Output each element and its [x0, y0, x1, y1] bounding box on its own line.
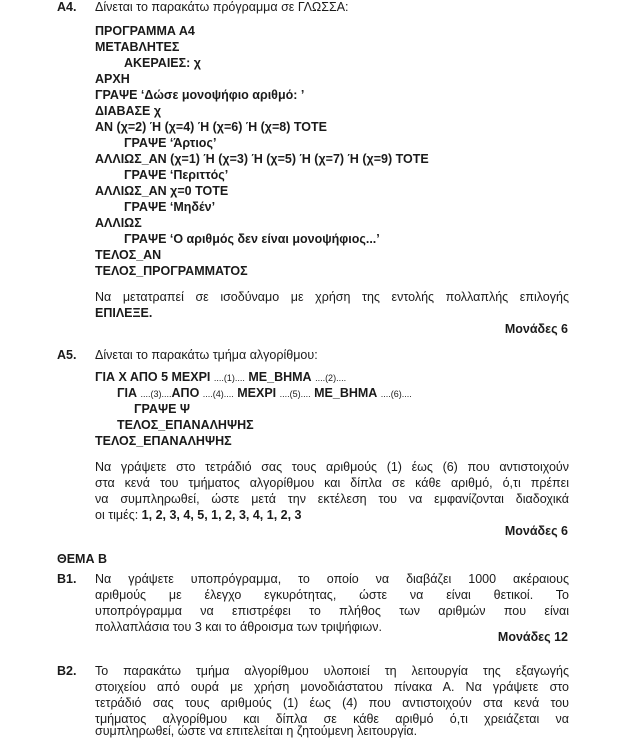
code-line: ΠΡΟΓΡΑΜΜΑ Α4: [95, 24, 195, 38]
question-number-b1: Β1.: [57, 572, 77, 586]
code-text: ΑΠΟ: [171, 386, 203, 400]
code-text: ΜΕΧΡΙ: [233, 386, 280, 400]
code-text: ΜΕ_ΒΗΜΑ: [244, 370, 316, 384]
b1-text-line: αριθμούς με έλεγχο εγκυρότητας, ώστε να είναι θετικοί. Το: [95, 588, 569, 602]
question-number-b2: Β2.: [57, 664, 77, 678]
code-line: ΑΝ (χ=2) Ή (χ=4) Ή (χ=6) Ή (χ=8) ΤΟΤΕ: [95, 120, 328, 134]
code-line: ΓΡΑΨΕ ‘Περιττός’: [124, 168, 229, 182]
code-line: ΑΛΛΙΩΣ_ΑΝ χ=0 ΤΟΤΕ: [95, 184, 229, 198]
code-line: ΑΚΕΡΑΙΕΣ: χ: [124, 56, 201, 70]
a5-code-line-5: ΤΕΛΟΣ_ΕΠΑΝΑΛΗΨΗΣ: [95, 434, 232, 448]
b1-text-line: Να γράψετε υποπρόγραμμα, το οποίο να διαβάζει 1000 ακέραιους: [95, 572, 569, 586]
b1-text-line: υποπρόγραμμα να επιστρέφει το πλήθος των αριθμών που είναι: [95, 604, 569, 618]
a5-task-text: οι τιμές:: [95, 508, 142, 522]
b2-text-line: Το παρακάτω τμήμα αλγορίθμου υλοποιεί τη λειτουργία της εξαγωγής: [95, 664, 569, 678]
blank-4: ....(4)....: [202, 389, 234, 399]
a5-task-values: 1, 2, 3, 4, 5, 1, 2, 3, 4, 1, 2, 3: [141, 508, 302, 522]
a5-code-line-3: ΓΡΑΨΕ Ψ: [134, 402, 190, 416]
blank-6: ....(6)....: [380, 389, 412, 399]
section-heading-theme-b: ΘΕΜΑ Β: [57, 552, 107, 566]
code-line: ΓΡΑΨΕ ‘Άρτιος’: [124, 136, 217, 150]
a5-code-line-4: ΤΕΛΟΣ_ΕΠΑΝΑΛΗΨΗΣ: [117, 418, 254, 432]
blank-5: ....(5)....: [279, 389, 311, 399]
blank-3: ....(3)....: [140, 389, 172, 399]
a5-task-line: να συμπληρωθεί, ώστε μετά την εκτέλεση του να εμφανίζονται διαδοχικά: [95, 492, 569, 506]
b2-text-line: συμπληρωθεί, ώστε να επιτελείται η ζητούμενη λειτουργία.: [95, 724, 418, 738]
code-text: ΓΙΑ Χ ΑΠΟ 5 ΜΕΧΡΙ: [95, 370, 214, 384]
a4-marks: Μονάδες 6: [504, 322, 568, 336]
a5-task-line: στα κενά του τμήματος αλγορίθμου και δίπλα σε κάθε αριθμό, ό,τι πρέπει: [95, 476, 569, 490]
a5-marks: Μονάδες 6: [504, 524, 568, 538]
code-line: ΑΡΧΗ: [95, 72, 130, 86]
b2-text-line: τμήματος αλγορίθμου και δίπλα σε κάθε αριθμό ό,τι χρειάζεται να: [95, 712, 569, 726]
a5-task-line: Να γράψετε στο τετράδιό σας τους αριθμούς (1) έως (6) που αντιστοιχούν: [95, 460, 569, 474]
a5-intro: Δίνεται το παρακάτω τμήμα αλγορίθμου:: [95, 348, 318, 362]
code-text: ΜΕ_ΒΗΜΑ: [310, 386, 381, 400]
code-line: ΤΕΛΟΣ_ΠΡΟΓΡΑΜΜΑΤΟΣ: [95, 264, 248, 278]
blank-1: ....(1)....: [213, 373, 245, 383]
b1-text-line: πολλαπλάσια του 3 και το άθροισμα των τριψήφιων.: [95, 620, 382, 634]
a4-task-line: Να μετατραπεί σε ισοδύναμο με χρήση της εντολής πολλαπλής επιλογής: [95, 290, 569, 304]
blank-2: ....(2)....: [315, 373, 347, 383]
a4-intro: Δίνεται το παρακάτω πρόγραμμα σε ΓΛΩΣΣΑ:: [95, 0, 349, 14]
code-line: ΤΕΛΟΣ_ΑΝ: [95, 248, 162, 262]
a4-task-keyword: ΕΠΙΛΕΞΕ.: [95, 306, 153, 320]
question-number-a5: A5.: [57, 348, 77, 362]
b2-text-line: στοιχείου από ουρά με χρήση μονοδιάστατου πίνακα Α. Να γράψετε στο: [95, 680, 569, 694]
a5-task-line: [95, 508, 302, 522]
b2-text-line: τετράδιό σας τους αριθμούς (1) έως (4) που αντιστοιχούν στα κενά του: [95, 696, 569, 710]
code-text: ΓΙΑ: [117, 386, 141, 400]
question-number-a4: A4.: [57, 0, 77, 14]
code-line: ΜΕΤΑΒΛΗΤΕΣ: [95, 40, 180, 54]
code-line: ΑΛΛΙΩΣ_ΑΝ (χ=1) Ή (χ=3) Ή (χ=5) Ή (χ=7) Ή (χ=9) ΤΟΤΕ: [95, 152, 429, 166]
code-line: ΓΡΑΨΕ ‘Μηδέν’: [124, 200, 216, 214]
code-line: ΑΛΛΙΩΣ: [95, 216, 142, 230]
a5-code-line-1: [95, 370, 346, 384]
b1-marks: Μονάδες 12: [497, 630, 568, 644]
code-line: ΔΙΑΒΑΣΕ χ: [95, 104, 162, 118]
a5-code-line-2: [117, 386, 412, 400]
code-line: ΓΡΑΨΕ ‘Δώσε μονοψήφιο αριθμό: ’: [95, 88, 305, 102]
code-line: ΓΡΑΨΕ ‘Ο αριθμός δεν είναι μονοψήφιος...’: [124, 232, 380, 246]
